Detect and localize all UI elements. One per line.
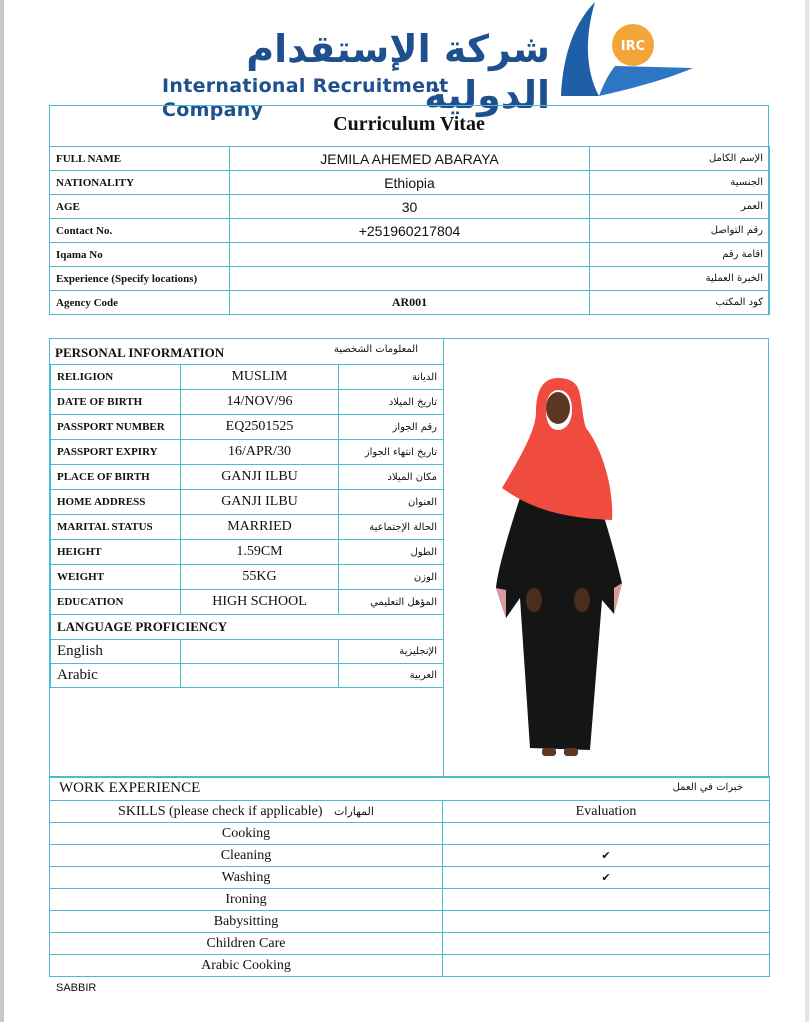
row-label: RELIGION (51, 365, 181, 390)
row-label: Contact No. (50, 219, 230, 243)
table-row (51, 440, 444, 465)
row-label: Iqama No (50, 243, 230, 267)
row-label: Experience (Specify locations) (50, 267, 230, 291)
work-experience-row (50, 777, 770, 801)
row-value: 1.59CM (181, 540, 339, 565)
top-info-table (49, 146, 770, 315)
page-title: Curriculum Vitae (333, 113, 485, 135)
row-label-arabic: الديانة (339, 365, 444, 390)
table-row (50, 933, 770, 955)
logo-english-name: International Recruitment Company (162, 75, 449, 121)
footer-signature: SABBIR (56, 982, 97, 994)
row-value: Ethiopia (230, 171, 590, 195)
skills-heading: SKILLS (please check if applicable) (118, 803, 323, 819)
row-value: AR001 (230, 291, 590, 315)
row-label-arabic: تاريخ الميلاد (339, 390, 444, 415)
language-name-arabic: العربية (339, 664, 444, 688)
table-row (50, 911, 770, 933)
table-row (50, 889, 770, 911)
row-label-arabic: تاريخ انتهاء الجواز (339, 440, 444, 465)
table-row (50, 147, 770, 171)
skill-check (443, 911, 770, 933)
skill-check (443, 823, 770, 845)
row-value: MUSLIM (181, 365, 339, 390)
row-value: 14/NOV/96 (181, 390, 339, 415)
row-value: HIGH SCHOOL (181, 590, 339, 615)
table-row (51, 640, 444, 664)
work-experience-heading: WORK EXPERIENCE (59, 780, 201, 796)
table-row (51, 390, 444, 415)
row-label-arabic: الخبرة العملية (590, 267, 770, 291)
candidate-photo (490, 378, 625, 763)
row-label: AGE (50, 195, 230, 219)
table-row (50, 777, 770, 801)
table-row (50, 171, 770, 195)
row-label-arabic: الإسم الكامل (590, 147, 770, 171)
skill-name: Ironing (50, 889, 443, 911)
table-row (50, 823, 770, 845)
skills-heading-arabic: المهارات (334, 804, 374, 818)
row-value: 16/APR/30 (181, 440, 339, 465)
row-value (230, 267, 590, 291)
personal-info-table (50, 364, 444, 688)
row-value: EQ2501525 (181, 415, 339, 440)
language-level (181, 640, 339, 664)
row-value: MARRIED (181, 515, 339, 540)
table-row (50, 291, 770, 315)
skill-check (443, 933, 770, 955)
table-row (50, 243, 770, 267)
row-label-arabic: العمر (590, 195, 770, 219)
logo-arabic-name: شركة الإستقدام الدولية (246, 27, 550, 117)
language-heading: LANGUAGE PROFICIENCY (51, 615, 444, 640)
skill-check: ✔ (443, 845, 770, 867)
row-label-arabic: اقامة رقم (590, 243, 770, 267)
row-label: Agency Code (50, 291, 230, 315)
skill-name: Washing (50, 867, 443, 889)
skill-check (443, 955, 770, 977)
row-label-arabic: الطول (339, 540, 444, 565)
language-name: Arabic (51, 664, 181, 688)
row-label-arabic: مكان الميلاد (339, 465, 444, 490)
table-row (51, 415, 444, 440)
row-label-arabic: المؤهل التعليمي (339, 590, 444, 615)
table-row (50, 801, 770, 823)
table-row (51, 465, 444, 490)
language-level (181, 664, 339, 688)
row-label: NATIONALITY (50, 171, 230, 195)
personal-info-heading: PERSONAL INFORMATION (55, 345, 225, 360)
row-value: JEMILA AHEMED ABARAYA (230, 147, 590, 171)
row-value: 30 (230, 195, 590, 219)
row-label: HOME ADDRESS (51, 490, 181, 515)
table-row (50, 845, 770, 867)
row-value: GANJI ILBU (181, 465, 339, 490)
table-row (51, 590, 444, 615)
row-label: WEIGHT (51, 565, 181, 590)
row-label-arabic: الوزن (339, 565, 444, 590)
skill-name: Cleaning (50, 845, 443, 867)
evaluation-heading: Evaluation (443, 801, 770, 823)
table-row (50, 195, 770, 219)
skill-name: Babysitting (50, 911, 443, 933)
company-logo-mark (555, 0, 695, 100)
table-row (51, 615, 444, 640)
language-name: English (51, 640, 181, 664)
page-edge-left (0, 0, 4, 1022)
skill-name: Arabic Cooking (50, 955, 443, 977)
page-edge-right (805, 0, 809, 1022)
table-row (51, 664, 444, 688)
table-row (50, 267, 770, 291)
table-row (51, 365, 444, 390)
row-label: MARITAL STATUS (51, 515, 181, 540)
row-label: PLACE OF BIRTH (51, 465, 181, 490)
row-value: GANJI ILBU (181, 490, 339, 515)
row-value (230, 243, 590, 267)
row-label-arabic: الحالة الإجتماعية (339, 515, 444, 540)
table-row (50, 955, 770, 977)
row-label-arabic: العنوان (339, 490, 444, 515)
row-value: +251960217804 (230, 219, 590, 243)
table-row (50, 219, 770, 243)
row-label-arabic: رقم الجواز (339, 415, 444, 440)
row-label-arabic: رقم التواصل (590, 219, 770, 243)
row-label: PASSPORT EXPIRY (51, 440, 181, 465)
logo-badge-text: IRC (620, 39, 646, 54)
table-row (51, 540, 444, 565)
row-label: DATE OF BIRTH (51, 390, 181, 415)
row-label: FULL NAME (50, 147, 230, 171)
table-row (51, 565, 444, 590)
language-name-arabic: الإنجليزية (339, 640, 444, 664)
skill-name: Children Care (50, 933, 443, 955)
table-row (51, 515, 444, 540)
skills-table (49, 776, 770, 977)
table-row (51, 490, 444, 515)
skill-check: ✔ (443, 867, 770, 889)
row-label-arabic: كود المكتب (590, 291, 770, 315)
skill-name: Cooking (50, 823, 443, 845)
row-label: HEIGHT (51, 540, 181, 565)
row-label: PASSPORT NUMBER (51, 415, 181, 440)
personal-info-heading-arabic: المعلومات الشخصية (333, 344, 418, 355)
row-value: 55KG (181, 565, 339, 590)
skill-check (443, 889, 770, 911)
row-label-arabic: الجنسية (590, 171, 770, 195)
work-experience-heading-arabic: خبرات في العمل (672, 782, 743, 793)
skills-heading-cell (50, 801, 443, 823)
table-row (50, 867, 770, 889)
row-label: EDUCATION (51, 590, 181, 615)
